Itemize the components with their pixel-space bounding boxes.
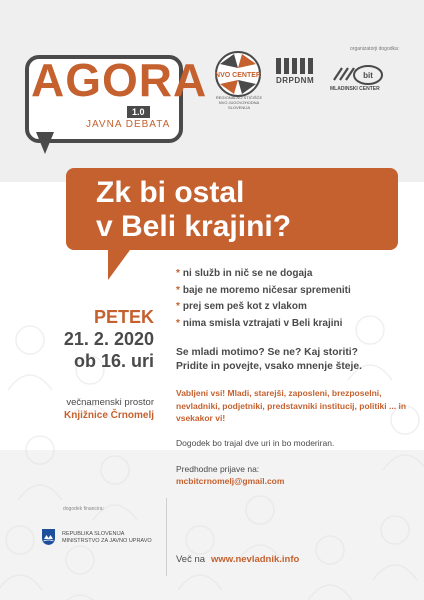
registration-email-link[interactable]: mcbitcrnomelj@gmail.com xyxy=(176,476,285,486)
list-item: * baje ne moremo ničesar spremeniti xyxy=(176,284,351,296)
website-link[interactable]: www.nevladnik.info xyxy=(211,554,300,565)
asterisk-icon: * xyxy=(176,268,180,279)
asterisk-icon: * xyxy=(176,317,180,329)
more-info-label: Več na xyxy=(176,554,206,565)
question-line-1: Se mladi motimo? Se ne? Kaj storiti? xyxy=(176,347,358,358)
drpdnm-name: DRPDNM xyxy=(276,76,315,85)
agora-subtitle: JAVNA DEBATA xyxy=(86,119,171,130)
mladinski-center-name: MLADINSKI CENTER xyxy=(330,86,380,92)
organizers-label: organizatorji dogodka: xyxy=(350,46,400,52)
funder-label: dogodek financira: xyxy=(63,506,104,512)
svg-text:bit: bit xyxy=(363,71,373,80)
footer-divider xyxy=(166,498,167,576)
nvo-caption: REGIONALNO STIČIŠČE NVO JUGOVZHODNA SLOVENIJA xyxy=(215,95,263,110)
questions xyxy=(176,346,416,374)
funder-line-1: REPUBLIKA SLOVENIJA xyxy=(62,531,125,537)
headline-line-1: Zk bi ostal xyxy=(96,176,245,209)
slovenia-crest-icon xyxy=(42,529,55,545)
agora-version-badge: 1.0 xyxy=(127,106,150,118)
list-item: * prej sem peš kot z vlakom xyxy=(176,301,307,312)
event-date: 21. 2. 2020 xyxy=(63,329,154,349)
list-item: * ni služb in nič se ne dogaja xyxy=(176,268,313,279)
asterisk-icon: * xyxy=(176,284,180,296)
headline-bubble-tail xyxy=(108,250,130,280)
venue-type: večnamenski prostor xyxy=(66,397,154,408)
event-venue xyxy=(64,396,154,423)
nvo-center-label: NVO CENTER xyxy=(215,72,261,79)
drpdnm-bars-icon xyxy=(276,58,314,74)
drpdnm-logo xyxy=(276,58,314,85)
headline-line-2: v Beli krajini? xyxy=(96,210,292,243)
event-datetime xyxy=(64,306,154,372)
funder-line-2: MINISTRSTVO ZA JAVNO UPRAVO xyxy=(62,538,152,544)
complaint-list xyxy=(176,266,351,332)
agora-logo-word: AGORA xyxy=(31,54,208,106)
registration-label: Predhodne prijave na: xyxy=(176,464,260,474)
asterisk-icon: * xyxy=(176,301,180,312)
agora-logo-tail xyxy=(36,132,54,154)
event-day: PETEK xyxy=(93,307,154,327)
mladinski-center-logo xyxy=(330,64,392,86)
list-item: * nima smisla vztrajati v Beli krajini xyxy=(176,317,343,329)
invite-text: Vabljeni vsi! Mladi, starejši, zaposleni, brezposelni, nevladniki, podjetniki, predstavniki institucij, politiki ... in vsekakor vi! xyxy=(176,388,407,423)
event-time: ob 16. uri xyxy=(73,351,154,371)
venue-name: Knjižnice Črnomelj xyxy=(63,410,154,421)
headline xyxy=(96,176,396,244)
question-line-2: Pridite in povejte, vsako mnenje šteje. xyxy=(176,361,362,372)
duration-note: Dogodek bo trajal dve uri in bo moderiran. xyxy=(176,438,335,448)
